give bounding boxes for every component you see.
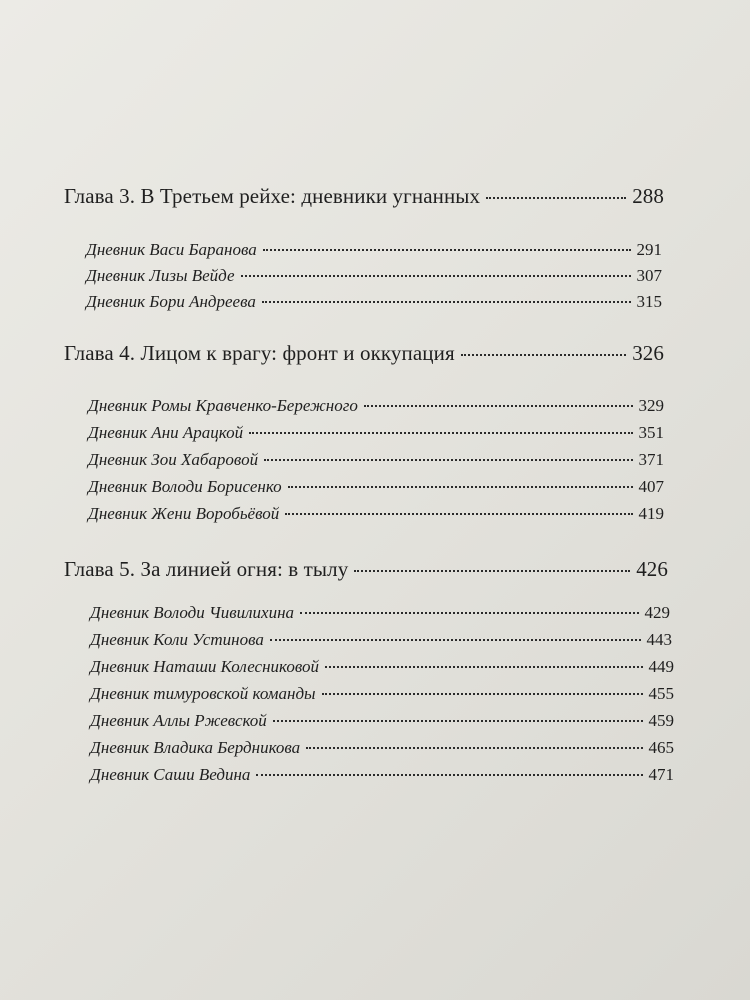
leader-dots [256,757,642,776]
entry-title: Дневник Жени Воробьёвой [88,504,280,523]
entry-page-number: 315 [636,292,662,311]
leader-dots [354,549,630,572]
entry-title: Дневник Лизы Вейде [86,266,235,285]
entry-page-number: 429 [644,603,670,622]
toc-entry [88,500,664,526]
leader-dots [262,284,631,303]
entry-title: Дневник Ани Арацкой [88,423,244,442]
leader-dots [322,676,643,695]
leader-dots [264,442,632,461]
toc-chapter-5 [64,553,668,583]
entry-page-number: 443 [646,630,672,649]
toc-chapter-4 [64,337,664,367]
entry-page-number: 371 [638,450,664,469]
chapter-page-number: 326 [632,341,664,365]
toc-entry [90,761,674,787]
entry-title: Дневник Володи Борисенко [88,477,282,496]
chapter-title: Глава 5. За линией огня: в тылу [64,557,349,581]
leader-dots [288,469,633,488]
toc-chapter-3 [64,180,664,210]
chapter-page-number: 288 [632,184,664,208]
leader-dots [263,232,631,251]
leader-dots [461,333,626,356]
chapter-title: Глава 4. Лицом к врагу: фронт и оккупация [64,341,455,365]
leader-dots [306,730,642,749]
leader-dots [241,258,631,277]
entry-title: Дневник Владика Бердникова [90,738,301,757]
entry-title: Дневник Володи Чивилихина [90,603,294,622]
entry-title: Дневник Бори Андреева [86,292,256,311]
leader-dots [270,622,641,641]
entry-title: Дневник Аллы Ржевской [90,711,267,730]
entry-page-number: 307 [636,266,662,285]
leader-dots [486,176,626,199]
leader-dots [364,388,633,407]
chapter-page-number: 426 [636,557,668,581]
chapter-title: Глава 3. В Третьем рейхе: дневники угнанных [64,184,481,208]
leader-dots [325,649,643,668]
entry-page-number: 407 [638,477,664,496]
entry-title: Дневник Саши Ведина [90,765,251,784]
entry-page-number: 351 [638,423,664,442]
entry-page-number: 459 [648,711,674,730]
entry-title: Дневник Коли Устинова [90,630,264,649]
leader-dots [300,595,639,614]
entry-page-number: 449 [648,657,674,676]
entry-page-number: 419 [638,504,664,523]
entry-page-number: 291 [636,240,662,259]
entry-page-number: 471 [648,765,674,784]
leader-dots [249,415,632,434]
entry-title: Дневник Васи Баранова [86,240,257,259]
toc-entry [86,288,662,314]
entry-page-number: 455 [648,684,674,703]
entry-page-number: 465 [648,738,674,757]
entry-title: Дневник тимуровской команды [90,684,316,703]
leader-dots [285,496,632,515]
entry-page-number: 329 [638,396,664,415]
leader-dots [273,703,643,722]
entry-title: Дневник Ромы Кравченко-Бережного [88,396,358,415]
entry-title: Дневник Наташи Колесниковой [90,657,319,676]
entry-title: Дневник Зои Хабаровой [88,450,259,469]
